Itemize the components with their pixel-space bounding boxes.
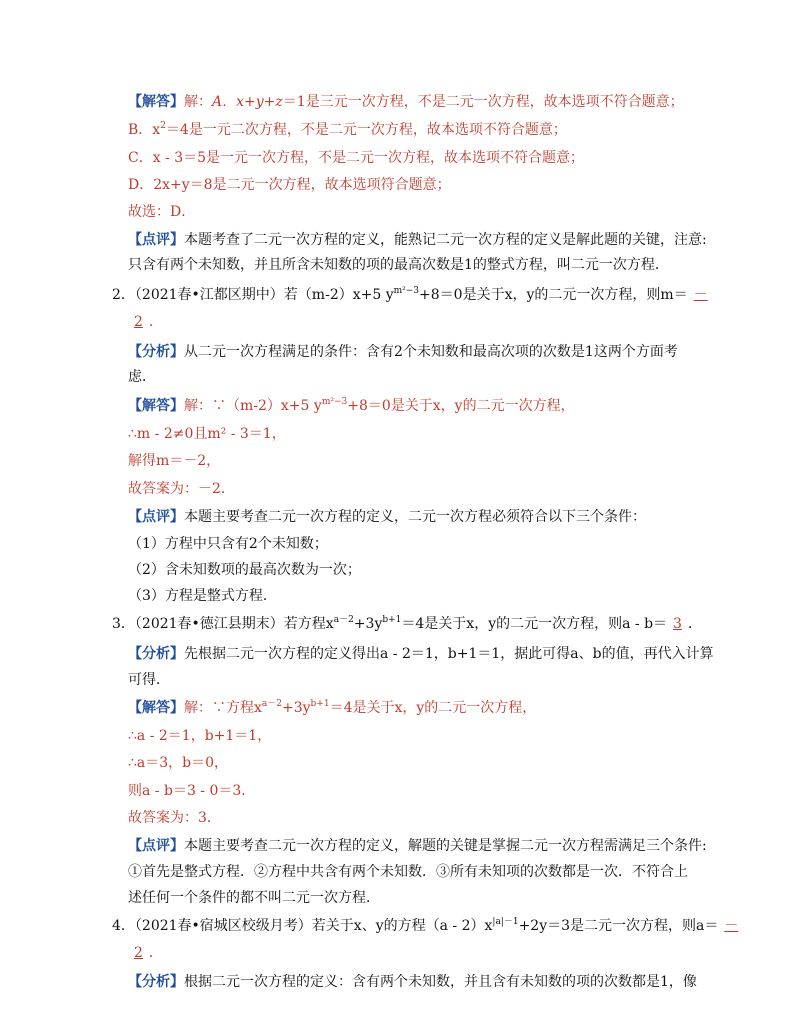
q2-answer-line-2: ∴m - 2≠0且m² - 3＝1，	[128, 426, 286, 442]
q3-answer-line-2: ∴a - 2＝1，b+1＝1，	[128, 728, 272, 744]
q2-answer-line-3: 解得m＝－2，	[128, 453, 221, 469]
q3-analysis-line-1: 【分析】先根据二元一次方程的定义得出a - 2＝1，b+1＝1，据此可得a、b的值，再代入计算	[128, 646, 714, 662]
q1-comment-line-2: 只含有两个未知数，并且所含未知数的项的最高次数是1的整式方程，叫二元一次方程．	[128, 257, 669, 273]
q4-analysis-line-1: 【分析】根据二元一次方程的定义：含有两个未知数，并且含有未知数的项的次数都是1，像	[128, 974, 697, 990]
q2-blank-answer: －	[693, 287, 708, 303]
q3-analysis-line-2: 可得．	[128, 672, 170, 688]
q3-answer-line-3: ∴a＝3，b＝0，	[128, 755, 229, 771]
q2-analysis-line-1: 【分析】从二元一次方程满足的条件：含有2个未知数和最高次项的次数是1这两个方面考	[128, 344, 678, 360]
q4-blank-answer-cont: 2 ．	[134, 945, 163, 961]
q3-answer-line-4: 则a - b＝3 - 0＝3．	[128, 783, 256, 799]
q2-comment-line-4: （3）方程是整式方程．	[128, 588, 277, 604]
q3-comment-line-1: 【点评】本题主要考查二元一次方程的定义，解题的关键是掌握二元一次方程需满足三个条件:	[128, 838, 707, 854]
q1-answer-line-3: C．x - 3＝5是一元一次方程，不是二元一次方程，故本选项不符合题意；	[128, 150, 585, 166]
q1-comment-line-1: 【点评】本题考查了二元一次方程的定义，能熟记二元一次方程的定义是解此题的关键，注意:	[128, 232, 707, 248]
q2-comment-line-3: （2）含未知数项的最高次数为一次；	[128, 562, 361, 578]
q2-comment-line-1: 【点评】本题主要考查二元一次方程的定义，二元一次方程必须符合以下三个条件：	[128, 509, 646, 525]
q1-answer-line-5: 故选：D．	[128, 204, 196, 220]
q3-answer-line-1: 【解答】解：∵方程$x^{a-2}+3y^{b+1}=4$是关于x，y的二元一次方程，	[128, 699, 537, 716]
q1-answer-line-4: D．2x+y＝8是二元一次方程，故本选项符合题意；	[128, 177, 451, 193]
q3-blank-answer: 3	[673, 616, 682, 632]
q3-answer-line-5: 故答案为：3．	[128, 810, 221, 826]
q2-stem: 2．（2021春•江都区期中）若（m-2）x+5 $y^{m^2-3}+8=0$是关于x，y的二元一次方程，则m＝ －	[112, 285, 714, 305]
q2-blank-answer-cont: 2 ．	[134, 314, 163, 330]
q2-answer-line-4: 故答案为：－2．	[128, 481, 235, 497]
q4-blank-answer: －	[724, 918, 739, 934]
q2-answer-line-1: 【解答】解：∵（m-2）x+5 $y^{m^2-3}+8=0$是关于x，y的二元一次方程，	[128, 397, 575, 414]
q2-comment-line-2: （1）方程中只含有2个未知数；	[128, 536, 328, 552]
q1-answer-line-1: 【解答】解：A．x+y+z＝1是三元一次方程，不是二元一次方程，故本选项不符合题意；	[128, 94, 684, 110]
q3-comment-line-2: ①首先是整式方程．②方程中共含有两个未知数．③所有未知项的次数都是一次．不符合上	[128, 864, 688, 880]
q3-stem: 3．（2021春•德江县期末）若方程$x^{a-2}+3y^{b+1}=4$是关于x，y的二元一次方程，则a - b＝ 3 ．	[112, 615, 702, 632]
q1-answer-line-2: B．$x^2=4$是一元二次方程，不是二元一次方程，故本选项不符合题意；	[128, 121, 567, 138]
q4-stem: 4．（2021春•宿城区校级月考）若关于x、y的方程$(a - 2)x^{|a|-1}+2y=3$是二元一次方程，则a＝ －	[112, 916, 744, 936]
q3-comment-line-3: 述任何一个条件的都不叫二元一次方程．	[128, 890, 380, 906]
q2-analysis-line-2: 虑．	[128, 369, 156, 385]
